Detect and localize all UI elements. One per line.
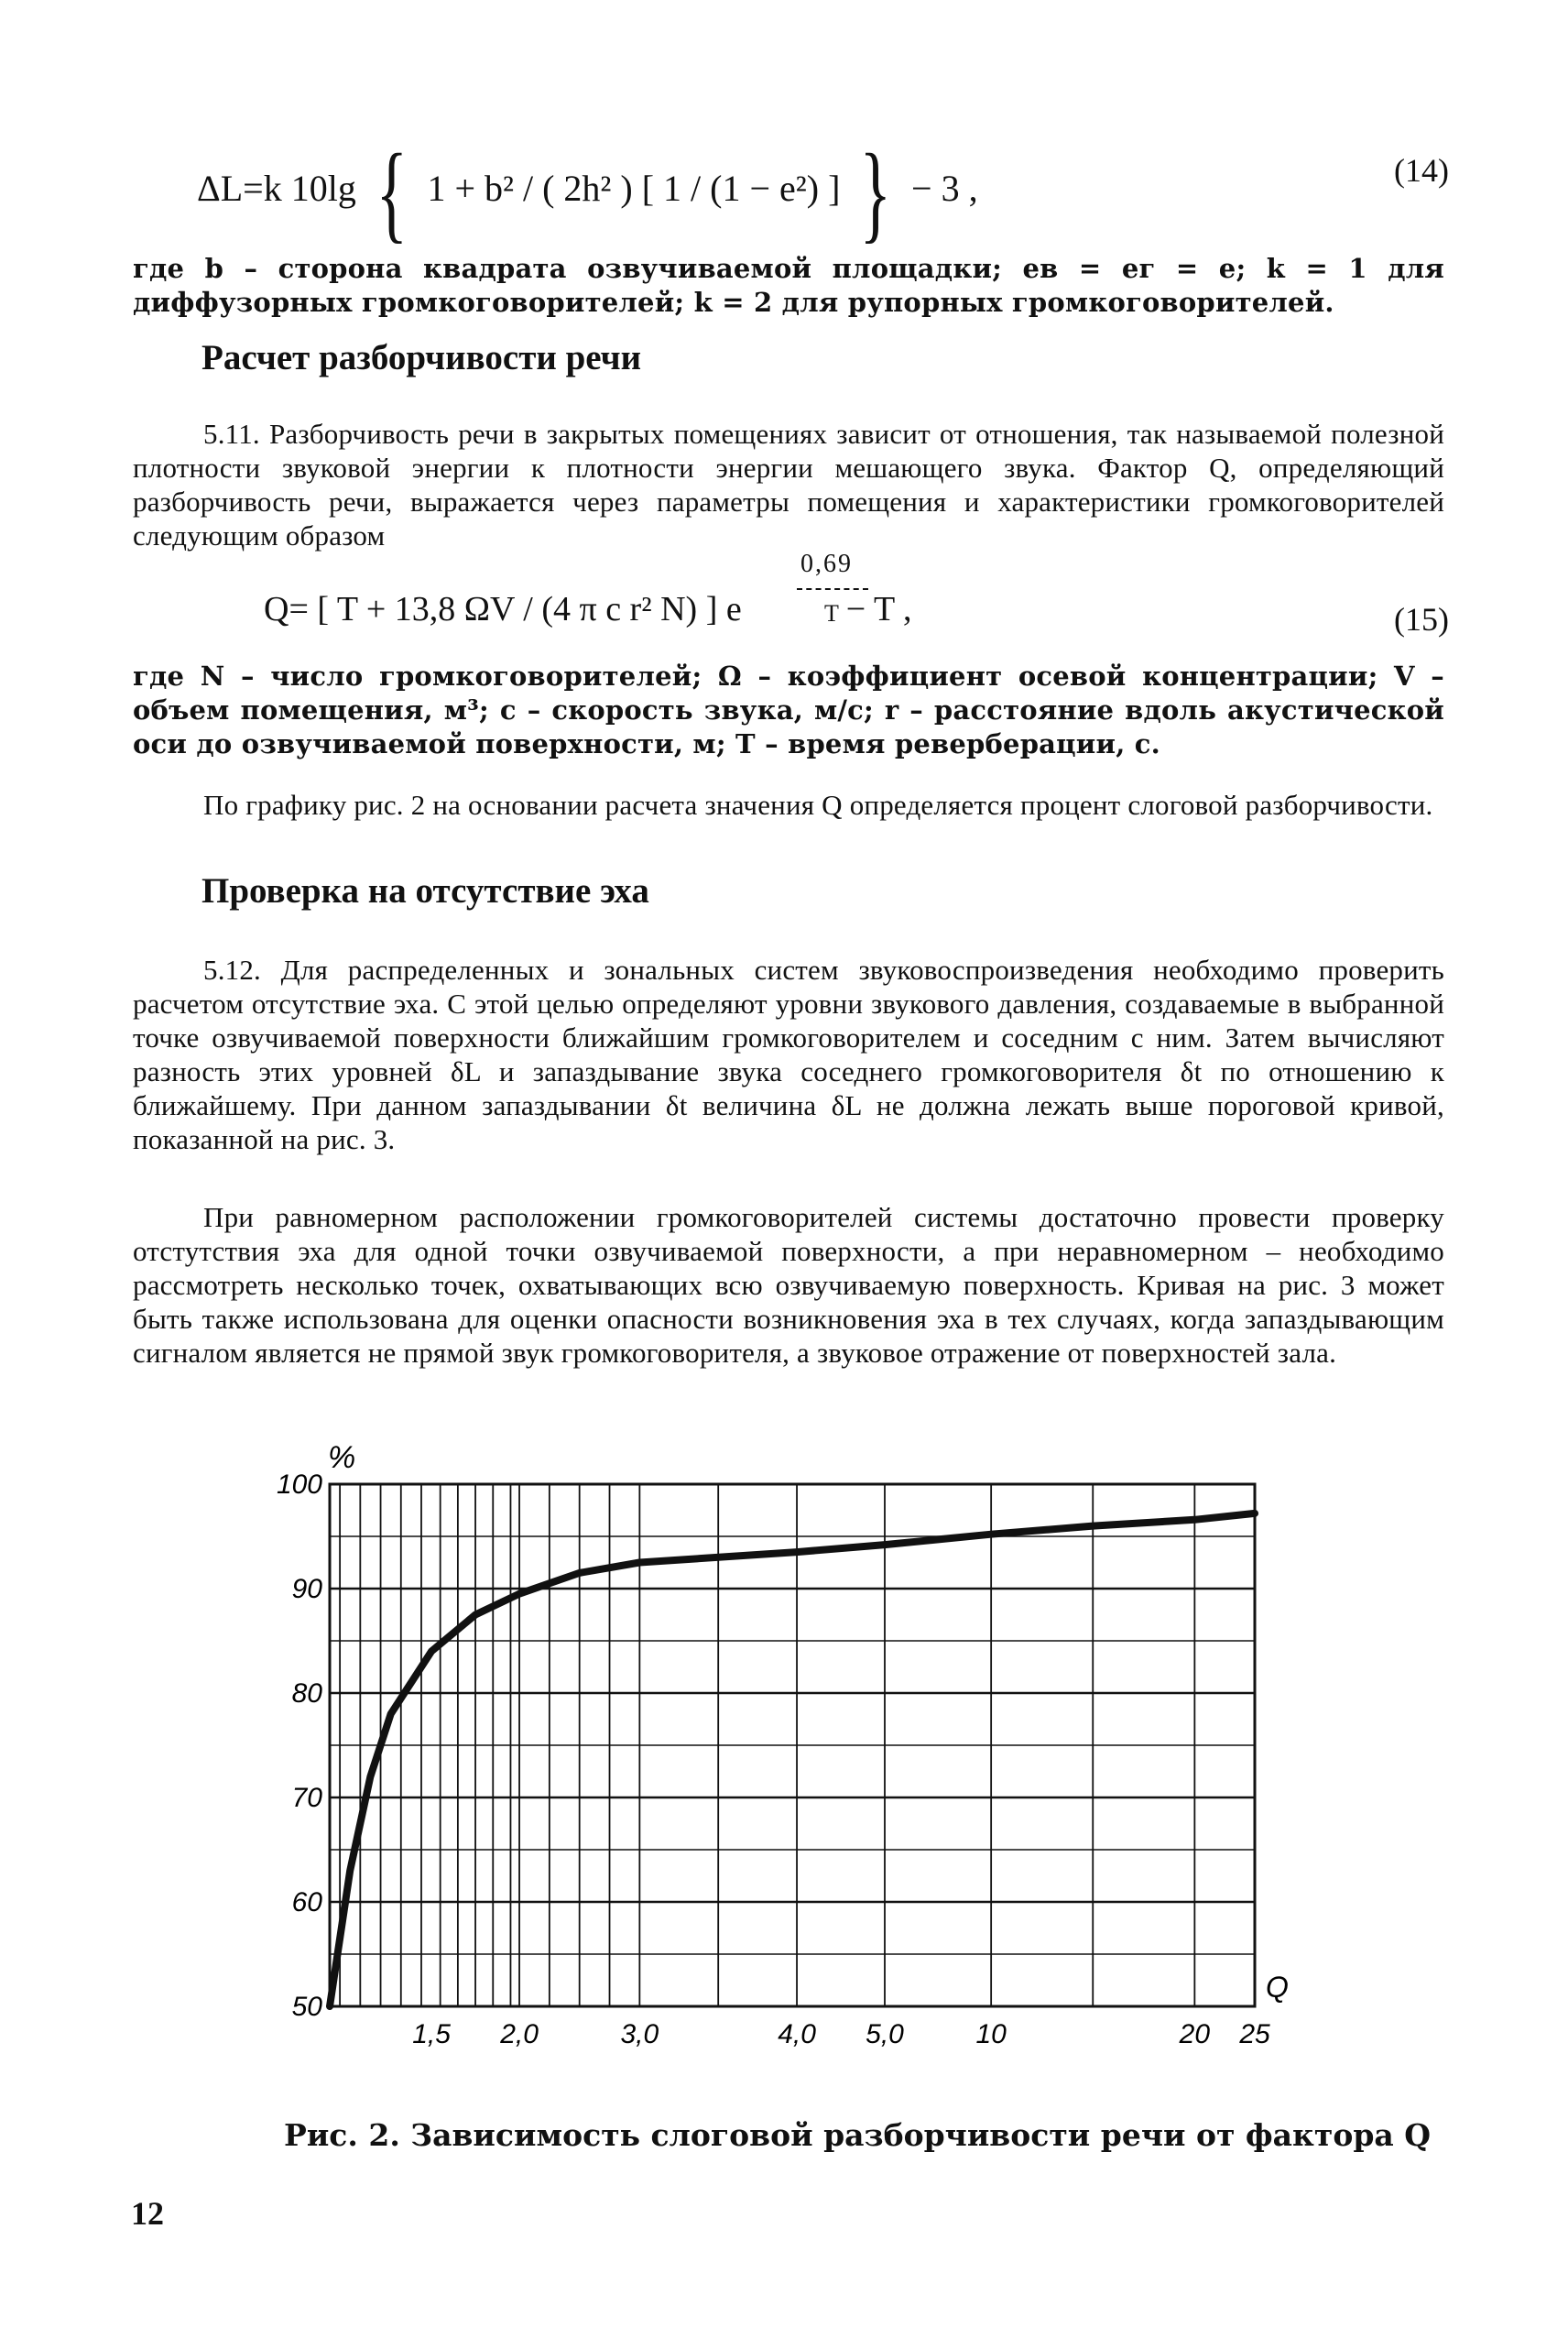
y-tick-label: 60 — [291, 1887, 322, 1917]
heading-speech-intelligibility: Расчет разборчивости речи — [201, 338, 642, 377]
chart-grid — [330, 1484, 1255, 2006]
x-tick-label: 20 — [1179, 2019, 1211, 2049]
x-tick-label: 3,0 — [620, 2019, 659, 2049]
equation-15-exponent-numerator: 0,69 — [800, 550, 853, 578]
x-tick-label: 1,5 — [412, 2019, 451, 2049]
intelligibility-chart — [266, 1429, 1301, 2089]
equation-14-body: 1 + b² / ( 2h² ) [ 1 / (1 − e²) ] — [427, 168, 841, 210]
y-tick-label: 50 — [291, 1992, 322, 2022]
equation-14 — [197, 131, 978, 253]
x-tick-label: 4,0 — [778, 2019, 816, 2049]
y-tick-label: 100 — [276, 1469, 322, 1500]
right-brace: } — [859, 131, 892, 253]
y-tick-label: 70 — [291, 1783, 322, 1813]
paragraph-5-12: 5.12. Для распределенных и зональных систем звуковоспроизведения необходимо проверить расчетом отсутствие эха. С этой целью определяют уровни звукового давления, создаваемые в выбранной точке озвучиваемой поверхности ближайшим громкоговорителем и соседним с ним. Затем вычисляют разность этих уровней δL и запаздывание звука соседнего громкоговорителя δt по отношению к ближайшему. При данном запаздывании δt величина δL не должна лежать выше пороговой кривой, показанной на рис. 3. — [133, 954, 1444, 1155]
equation-14-number: (14) — [1394, 152, 1449, 189]
left-brace: { — [376, 131, 408, 253]
y-tick-label: 90 — [291, 1574, 322, 1604]
where-15-text: где N – число громкоговорителей; Ω – коэффициент осевой концентрации; V – объем помещения, м³; c – скорость звука, м/с; r – расстояние вдоль акустической оси до озвучиваемой поверхности, м; T – время реверберации, с. — [133, 661, 1444, 759]
x-tick-label: 10 — [975, 2019, 1007, 2049]
x-tick-labels — [412, 2019, 1270, 2049]
where-14-text: где b – сторона квадрата озвучиваемой площадки; eв = eг = e; k = 1 для диффузорных громкоговорителей; k = 2 для рупорных громкоговорителей. — [133, 253, 1444, 318]
figure-caption: Рис. 2. Зависимость слоговой разборчивости речи от фактора Q — [284, 2117, 1432, 2153]
paragraph-graph: По графику рис. 2 на основании расчета значения Q определяется процент слоговой разборчивости. — [203, 789, 1433, 821]
y-axis-label: % — [328, 1440, 356, 1475]
heading-echo-check: Проверка на отсутствие эха — [201, 871, 649, 911]
y-tick-label: 80 — [291, 1678, 322, 1709]
x-tick-label: 5,0 — [866, 2019, 904, 2049]
equation-14-tail: − 3 , — [911, 168, 978, 210]
paragraph-even-placement: При равномерном расположении громкоговорителей системы достаточно провести проверку отстутствия эха для одной точки озвучиваемой поверхности, а при неравномерном – необходимо рассмотреть несколько точек, охватывающих всю озвучиваемую поверхность. Кривая на рис. 3 может быть также использована для оценки опасности возникновения эха в тех случаях, когда запаздывающим сигналом является не прямой звук громкоговорителя, а звуковое отражение от поверхностей зала. — [133, 1201, 1444, 1369]
x-tick-label: 25 — [1239, 2019, 1270, 2049]
equation-15-tail: − T , — [845, 590, 912, 628]
paragraph-5-11: 5.11. Разборчивость речи в закрытых помещениях зависит от отношения, так называемой полезной плотности звуковой энергии к плотности энергии мешающего звука. Фактор Q, определяющий разборчивость речи, выражается через параметры помещения и характеристики громкоговорителей следующим образом — [133, 418, 1444, 552]
equation-14-lhs: ΔL=k 10lg — [197, 168, 356, 210]
x-axis-label: Q — [1266, 1971, 1289, 2004]
y-tick-labels — [277, 1469, 322, 2022]
equation-15-exponent-denominator: T — [824, 600, 839, 627]
equation-15-number: (15) — [1394, 601, 1449, 638]
x-tick-label: 2,0 — [500, 2019, 539, 2049]
equation-15-main: Q= [ T + 13,8 ΩV / (4 π c r² N) ] e — [264, 590, 742, 628]
intelligibility-curve — [330, 1513, 1255, 2006]
equation-15 — [264, 589, 912, 629]
page-number: 12 — [131, 2195, 164, 2232]
